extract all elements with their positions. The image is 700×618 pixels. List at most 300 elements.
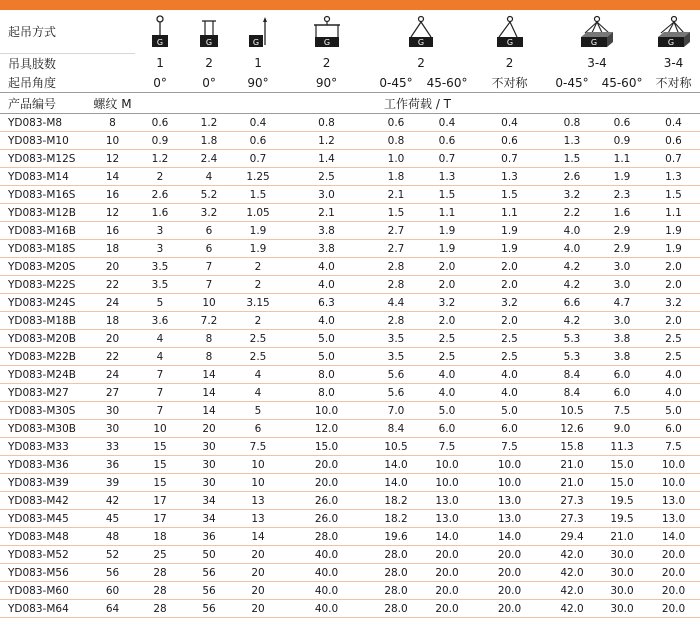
thread-cell: 16 bbox=[90, 222, 135, 240]
load-cell: 1.8 bbox=[185, 132, 233, 150]
load-cell: 1.9 bbox=[647, 222, 700, 240]
load-cell: 18.2 bbox=[370, 492, 422, 510]
g-mark: G bbox=[205, 37, 213, 47]
thread-cell: 12 bbox=[90, 204, 135, 222]
product-code-cell: YD083-M16S bbox=[0, 186, 90, 204]
load-cell: 1.05 bbox=[233, 204, 283, 222]
load-cell: 10.0 bbox=[647, 456, 700, 474]
load-cell: 3.8 bbox=[597, 348, 647, 366]
load-cell: 2.2 bbox=[547, 204, 597, 222]
load-cell: 4 bbox=[185, 168, 233, 186]
lift-method-label: 起吊方式 bbox=[0, 10, 135, 54]
load-cell: 0.4 bbox=[647, 114, 700, 132]
load-cell: 2.7 bbox=[370, 240, 422, 258]
single-vertical-lift-icon bbox=[135, 10, 185, 54]
load-cell: 4 bbox=[233, 384, 283, 402]
load-cell: 4.2 bbox=[547, 258, 597, 276]
thread-cell: 8 bbox=[90, 114, 135, 132]
load-cell: 18 bbox=[135, 528, 185, 546]
load-cell: 2.0 bbox=[422, 276, 472, 294]
load-cell: 2.1 bbox=[283, 204, 370, 222]
product-code-cell: YD083-M24B bbox=[0, 366, 90, 384]
load-cell: 1.0 bbox=[370, 150, 422, 168]
load-cell: 3.2 bbox=[472, 294, 547, 312]
load-cell: 4.0 bbox=[283, 258, 370, 276]
load-cell: 10 bbox=[233, 456, 283, 474]
load-cell: 6 bbox=[185, 240, 233, 258]
load-cell: 20 bbox=[233, 564, 283, 582]
lift-angle-label: 起吊角度 bbox=[8, 76, 57, 90]
load-cell: 14 bbox=[185, 402, 233, 420]
load-cell: 6 bbox=[185, 222, 233, 240]
load-cell: 4.0 bbox=[283, 276, 370, 294]
load-cell: 25 bbox=[135, 546, 185, 564]
load-cell: 0.7 bbox=[647, 150, 700, 168]
angle-cell: 不对称 bbox=[491, 76, 528, 90]
load-cell: 15 bbox=[135, 456, 185, 474]
load-cell: 28 bbox=[135, 600, 185, 618]
load-cell: 4 bbox=[135, 330, 185, 348]
load-cell: 0.7 bbox=[472, 150, 547, 168]
load-cell: 20.0 bbox=[472, 582, 547, 600]
load-cell: 8.4 bbox=[370, 420, 422, 438]
load-cell: 20 bbox=[233, 546, 283, 564]
load-cell: 1.5 bbox=[472, 186, 547, 204]
load-cell: 0.6 bbox=[597, 114, 647, 132]
product-code-cell: YD083-M12B bbox=[0, 204, 90, 222]
load-cell: 2.4 bbox=[185, 150, 233, 168]
single-side-lift-icon bbox=[233, 10, 283, 54]
thread-cell: 42 bbox=[90, 492, 135, 510]
load-cell: 4.2 bbox=[547, 276, 597, 294]
load-cell: 40.0 bbox=[283, 582, 370, 600]
angle-cell: 45-60° bbox=[601, 75, 643, 90]
thread-cell: 20 bbox=[90, 258, 135, 276]
load-cell: 1.3 bbox=[472, 168, 547, 186]
angle-cell: 0-45° bbox=[555, 75, 589, 90]
legs-cell: 3-4 bbox=[663, 56, 684, 71]
load-cell: 1.1 bbox=[472, 204, 547, 222]
load-cell: 20.0 bbox=[422, 600, 472, 618]
load-cell: 20.0 bbox=[647, 546, 700, 564]
load-cell: 2.9 bbox=[597, 240, 647, 258]
product-code-cell: YD083-M52 bbox=[0, 546, 90, 564]
lift-method-row bbox=[0, 10, 700, 54]
load-cell: 3.5 bbox=[370, 348, 422, 366]
load-cell: 14.0 bbox=[472, 528, 547, 546]
load-cell: 7.5 bbox=[472, 438, 547, 456]
load-cell: 21.0 bbox=[597, 528, 647, 546]
orange-top-bar bbox=[0, 0, 700, 10]
thread-cell: 60 bbox=[90, 582, 135, 600]
load-cell: 5.3 bbox=[547, 330, 597, 348]
load-cell: 1.9 bbox=[233, 222, 283, 240]
load-cell: 3.0 bbox=[597, 258, 647, 276]
lift-angle-row bbox=[0, 73, 700, 93]
product-code-cell: YD083-M42 bbox=[0, 492, 90, 510]
load-cell: 8 bbox=[185, 348, 233, 366]
load-cell: 34 bbox=[185, 492, 233, 510]
load-cell: 20.0 bbox=[647, 582, 700, 600]
load-cell: 14 bbox=[185, 384, 233, 402]
load-cell: 10.0 bbox=[647, 474, 700, 492]
load-cell: 2.5 bbox=[472, 348, 547, 366]
load-cell: 27.3 bbox=[547, 510, 597, 528]
table-row bbox=[0, 402, 700, 420]
product-code-cell: YD083-M20B bbox=[0, 330, 90, 348]
load-cell: 20 bbox=[233, 600, 283, 618]
load-cell: 2.5 bbox=[233, 348, 283, 366]
table-row bbox=[0, 132, 700, 150]
load-cell: 2.0 bbox=[472, 276, 547, 294]
load-cell: 28.0 bbox=[283, 528, 370, 546]
table-row bbox=[0, 438, 700, 456]
legs-cell: 2 bbox=[205, 56, 213, 71]
load-cell: 30.0 bbox=[597, 600, 647, 618]
load-cell: 2.5 bbox=[422, 348, 472, 366]
load-cell: 13.0 bbox=[647, 492, 700, 510]
load-cell: 4.0 bbox=[647, 384, 700, 402]
product-code-cell: YD083-M30S bbox=[0, 402, 90, 420]
load-cell: 14 bbox=[185, 366, 233, 384]
thread-cell: 36 bbox=[90, 456, 135, 474]
load-cell: 1.9 bbox=[422, 240, 472, 258]
load-cell: 7 bbox=[135, 384, 185, 402]
load-cell: 1.5 bbox=[233, 186, 283, 204]
load-cell: 30 bbox=[185, 474, 233, 492]
g-mark: G bbox=[417, 37, 425, 47]
load-cell: 8.4 bbox=[547, 366, 597, 384]
load-cell: 6.0 bbox=[422, 420, 472, 438]
load-cell: 2.0 bbox=[472, 258, 547, 276]
load-cell: 10.0 bbox=[422, 474, 472, 492]
load-cell: 10 bbox=[185, 294, 233, 312]
product-code-cell: YD083-M33 bbox=[0, 438, 90, 456]
angle-cell: 90° bbox=[315, 75, 338, 90]
load-cell: 5.0 bbox=[283, 330, 370, 348]
load-cell: 5.0 bbox=[422, 402, 472, 420]
load-cell: 2 bbox=[233, 312, 283, 330]
load-cell: 20.0 bbox=[283, 474, 370, 492]
leg-count-label: 吊具肢数 bbox=[8, 57, 57, 71]
load-cell: 19.5 bbox=[597, 492, 647, 510]
thread-cell: 52 bbox=[90, 546, 135, 564]
g-mark: G bbox=[667, 37, 674, 47]
load-cell: 13 bbox=[233, 492, 283, 510]
load-cell: 1.5 bbox=[647, 186, 700, 204]
thread-cell: 30 bbox=[90, 420, 135, 438]
load-cell: 3.2 bbox=[422, 294, 472, 312]
load-cell: 8 bbox=[185, 330, 233, 348]
load-cell: 12.6 bbox=[547, 420, 597, 438]
table-row bbox=[0, 330, 700, 348]
load-cell: 2.5 bbox=[472, 330, 547, 348]
load-cell: 2.8 bbox=[370, 276, 422, 294]
legs-cell: 2 bbox=[322, 56, 331, 71]
table-row bbox=[0, 492, 700, 510]
angle-cell: 0° bbox=[153, 75, 167, 90]
thread-cell: 18 bbox=[90, 240, 135, 258]
load-cell: 26.0 bbox=[283, 492, 370, 510]
load-cell: 15.0 bbox=[283, 438, 370, 456]
load-cell: 30.0 bbox=[597, 582, 647, 600]
load-cell: 1.5 bbox=[547, 150, 597, 168]
thread-cell: 45 bbox=[90, 510, 135, 528]
angle-cell: 不对称 bbox=[655, 76, 692, 90]
thread-cell: 22 bbox=[90, 276, 135, 294]
leg-count-row bbox=[0, 54, 700, 74]
load-cell: 4.7 bbox=[597, 294, 647, 312]
load-cell: 15 bbox=[135, 474, 185, 492]
load-cell: 1.9 bbox=[597, 168, 647, 186]
load-cell: 2.5 bbox=[647, 330, 700, 348]
load-cell: 1.5 bbox=[370, 204, 422, 222]
load-cell: 17 bbox=[135, 492, 185, 510]
load-cell: 34 bbox=[185, 510, 233, 528]
load-cell: 1.9 bbox=[472, 240, 547, 258]
load-cell: 30.0 bbox=[597, 546, 647, 564]
load-cell: 20 bbox=[185, 420, 233, 438]
load-cell: 1.6 bbox=[135, 204, 185, 222]
load-cell: 30 bbox=[185, 438, 233, 456]
load-cell: 3 bbox=[135, 222, 185, 240]
load-cell: 1.2 bbox=[135, 150, 185, 168]
load-cell: 1.4 bbox=[283, 150, 370, 168]
thread-cell: 12 bbox=[90, 150, 135, 168]
load-cell: 40.0 bbox=[283, 564, 370, 582]
load-cell: 5.6 bbox=[370, 366, 422, 384]
load-cell: 3.0 bbox=[283, 186, 370, 204]
load-cell: 14 bbox=[233, 528, 283, 546]
load-cell: 2.5 bbox=[233, 330, 283, 348]
load-cell: 42.0 bbox=[547, 600, 597, 618]
load-cell: 0.6 bbox=[472, 132, 547, 150]
load-cell: 3.2 bbox=[185, 204, 233, 222]
load-cell: 3.6 bbox=[135, 312, 185, 330]
load-cell: 2.5 bbox=[422, 330, 472, 348]
load-cell: 7.5 bbox=[233, 438, 283, 456]
table-row bbox=[0, 204, 700, 222]
load-cell: 7.5 bbox=[597, 402, 647, 420]
table-row bbox=[0, 510, 700, 528]
g-mark: G bbox=[323, 37, 330, 47]
load-cell: 2.8 bbox=[370, 258, 422, 276]
product-code-cell: YD083-M45 bbox=[0, 510, 90, 528]
load-cell: 27.3 bbox=[547, 492, 597, 510]
product-code-cell: YD083-M56 bbox=[0, 564, 90, 582]
table-row bbox=[0, 474, 700, 492]
angle-cell: 45-60° bbox=[426, 75, 468, 90]
load-cell: 10.0 bbox=[283, 402, 370, 420]
table-row bbox=[0, 258, 700, 276]
load-cell: 1.1 bbox=[597, 150, 647, 168]
product-code-cell: YD083-M60 bbox=[0, 582, 90, 600]
load-cell: 3.5 bbox=[370, 330, 422, 348]
table-row bbox=[0, 294, 700, 312]
load-cell: 6 bbox=[233, 420, 283, 438]
thread-cell: 48 bbox=[90, 528, 135, 546]
thread-cell: 24 bbox=[90, 294, 135, 312]
load-cell: 5.0 bbox=[283, 348, 370, 366]
four-leg-sling-lift-icon bbox=[547, 10, 647, 54]
g-mark: G bbox=[252, 37, 260, 47]
load-cell: 0.6 bbox=[422, 132, 472, 150]
load-cell: 17 bbox=[135, 510, 185, 528]
load-cell: 10 bbox=[233, 474, 283, 492]
load-cell: 4.0 bbox=[472, 366, 547, 384]
product-code-cell: YD083-M10 bbox=[0, 132, 90, 150]
thread-header: 螺纹 M bbox=[90, 93, 135, 114]
load-cell: 20.0 bbox=[647, 564, 700, 582]
load-cell: 15.0 bbox=[597, 456, 647, 474]
load-cell: 14.0 bbox=[422, 528, 472, 546]
load-cell: 20 bbox=[233, 582, 283, 600]
load-cell: 14.0 bbox=[370, 456, 422, 474]
load-cell: 4.0 bbox=[472, 384, 547, 402]
load-cell: 8.0 bbox=[283, 366, 370, 384]
table-row bbox=[0, 564, 700, 582]
load-cell: 0.8 bbox=[283, 114, 370, 132]
load-cell: 0.9 bbox=[597, 132, 647, 150]
thread-cell: 20 bbox=[90, 330, 135, 348]
product-code-cell: YD083-M16B bbox=[0, 222, 90, 240]
load-cell: 4.2 bbox=[547, 312, 597, 330]
load-cell: 10.5 bbox=[547, 402, 597, 420]
load-cell: 13.0 bbox=[472, 510, 547, 528]
load-cell: 21.0 bbox=[547, 456, 597, 474]
load-cell: 36 bbox=[185, 528, 233, 546]
load-cell: 4 bbox=[233, 366, 283, 384]
load-cell: 40.0 bbox=[283, 600, 370, 618]
load-cell: 2.0 bbox=[647, 276, 700, 294]
load-cell: 3.2 bbox=[547, 186, 597, 204]
load-cell: 42.0 bbox=[547, 564, 597, 582]
load-cell: 2.6 bbox=[135, 186, 185, 204]
load-cell: 15 bbox=[135, 438, 185, 456]
load-cell: 1.1 bbox=[647, 204, 700, 222]
thread-cell: 56 bbox=[90, 564, 135, 582]
load-cell: 28.0 bbox=[370, 546, 422, 564]
thread-cell: 14 bbox=[90, 168, 135, 186]
thread-cell: 18 bbox=[90, 312, 135, 330]
thread-cell: 10 bbox=[90, 132, 135, 150]
load-cell: 1.9 bbox=[472, 222, 547, 240]
load-cell: 12.0 bbox=[283, 420, 370, 438]
table-row bbox=[0, 168, 700, 186]
load-cell: 6.3 bbox=[283, 294, 370, 312]
load-cell: 4.0 bbox=[283, 312, 370, 330]
load-cell: 30 bbox=[185, 456, 233, 474]
load-cell: 2 bbox=[233, 276, 283, 294]
load-cell: 3.2 bbox=[647, 294, 700, 312]
load-cell: 0.6 bbox=[370, 114, 422, 132]
load-cell: 3.8 bbox=[283, 222, 370, 240]
product-code-cell: YD083-M18S bbox=[0, 240, 90, 258]
load-cell: 5.0 bbox=[472, 402, 547, 420]
load-cell: 10.0 bbox=[472, 474, 547, 492]
load-cell: 56 bbox=[185, 600, 233, 618]
load-cell: 1.2 bbox=[283, 132, 370, 150]
load-cell: 4.4 bbox=[370, 294, 422, 312]
load-cell: 13.0 bbox=[422, 510, 472, 528]
load-cell: 1.6 bbox=[597, 204, 647, 222]
table-row bbox=[0, 546, 700, 564]
load-cell: 1.2 bbox=[185, 114, 233, 132]
load-cell: 20.0 bbox=[647, 600, 700, 618]
load-cell: 13.0 bbox=[647, 510, 700, 528]
table-row bbox=[0, 366, 700, 384]
load-cell: 50 bbox=[185, 546, 233, 564]
load-cell: 1.9 bbox=[422, 222, 472, 240]
load-cell: 42.0 bbox=[547, 582, 597, 600]
product-code-cell: YD083-M48 bbox=[0, 528, 90, 546]
product-code-cell: YD083-M39 bbox=[0, 474, 90, 492]
load-cell: 26.0 bbox=[283, 510, 370, 528]
load-cell: 5.2 bbox=[185, 186, 233, 204]
load-cell: 3.0 bbox=[597, 312, 647, 330]
table-row bbox=[0, 384, 700, 402]
load-cell: 0.6 bbox=[233, 132, 283, 150]
load-cell: 3.0 bbox=[597, 276, 647, 294]
load-cell: 2.8 bbox=[370, 312, 422, 330]
load-cell: 56 bbox=[185, 582, 233, 600]
load-cell: 8.0 bbox=[283, 384, 370, 402]
load-cell: 2.0 bbox=[472, 312, 547, 330]
thread-cell: 64 bbox=[90, 600, 135, 618]
load-cell: 13 bbox=[233, 510, 283, 528]
thread-cell: 22 bbox=[90, 348, 135, 366]
product-code-cell: YD083-M22B bbox=[0, 348, 90, 366]
load-cell: 1.9 bbox=[233, 240, 283, 258]
load-cell: 20.0 bbox=[472, 564, 547, 582]
two-leg-sling-lift-icon bbox=[370, 10, 472, 54]
product-code-cell: YD083-M36 bbox=[0, 456, 90, 474]
load-cell: 2.1 bbox=[370, 186, 422, 204]
table-row bbox=[0, 276, 700, 294]
load-cell: 0.4 bbox=[422, 114, 472, 132]
two-point-spreader-lift-icon bbox=[283, 10, 370, 54]
table-row bbox=[0, 582, 700, 600]
table-row bbox=[0, 222, 700, 240]
load-cell: 28 bbox=[135, 582, 185, 600]
load-cell: 4.0 bbox=[647, 366, 700, 384]
load-cell: 7 bbox=[135, 366, 185, 384]
g-mark: G bbox=[590, 37, 598, 47]
load-cell: 7 bbox=[185, 258, 233, 276]
load-cell: 28.0 bbox=[370, 564, 422, 582]
load-cell: 2.0 bbox=[422, 258, 472, 276]
load-cell: 0.7 bbox=[233, 150, 283, 168]
product-code-header: 产品编号 bbox=[0, 93, 90, 114]
load-cell: 30.0 bbox=[597, 564, 647, 582]
load-cell: 20.0 bbox=[422, 546, 472, 564]
load-cell: 2.5 bbox=[283, 168, 370, 186]
load-cell: 3.5 bbox=[135, 276, 185, 294]
load-cell: 3.5 bbox=[135, 258, 185, 276]
four-leg-asymmetric-lift-icon bbox=[647, 10, 700, 54]
product-code-cell: YD083-M27 bbox=[0, 384, 90, 402]
load-cell: 0.6 bbox=[647, 132, 700, 150]
table-row bbox=[0, 312, 700, 330]
load-cell: 20.0 bbox=[472, 600, 547, 618]
table-row bbox=[0, 420, 700, 438]
load-cell: 3 bbox=[135, 240, 185, 258]
thread-cell: 39 bbox=[90, 474, 135, 492]
load-cell: 2.0 bbox=[422, 312, 472, 330]
load-cell: 28.0 bbox=[370, 582, 422, 600]
load-cell: 13.0 bbox=[472, 492, 547, 510]
load-cell: 9.0 bbox=[597, 420, 647, 438]
